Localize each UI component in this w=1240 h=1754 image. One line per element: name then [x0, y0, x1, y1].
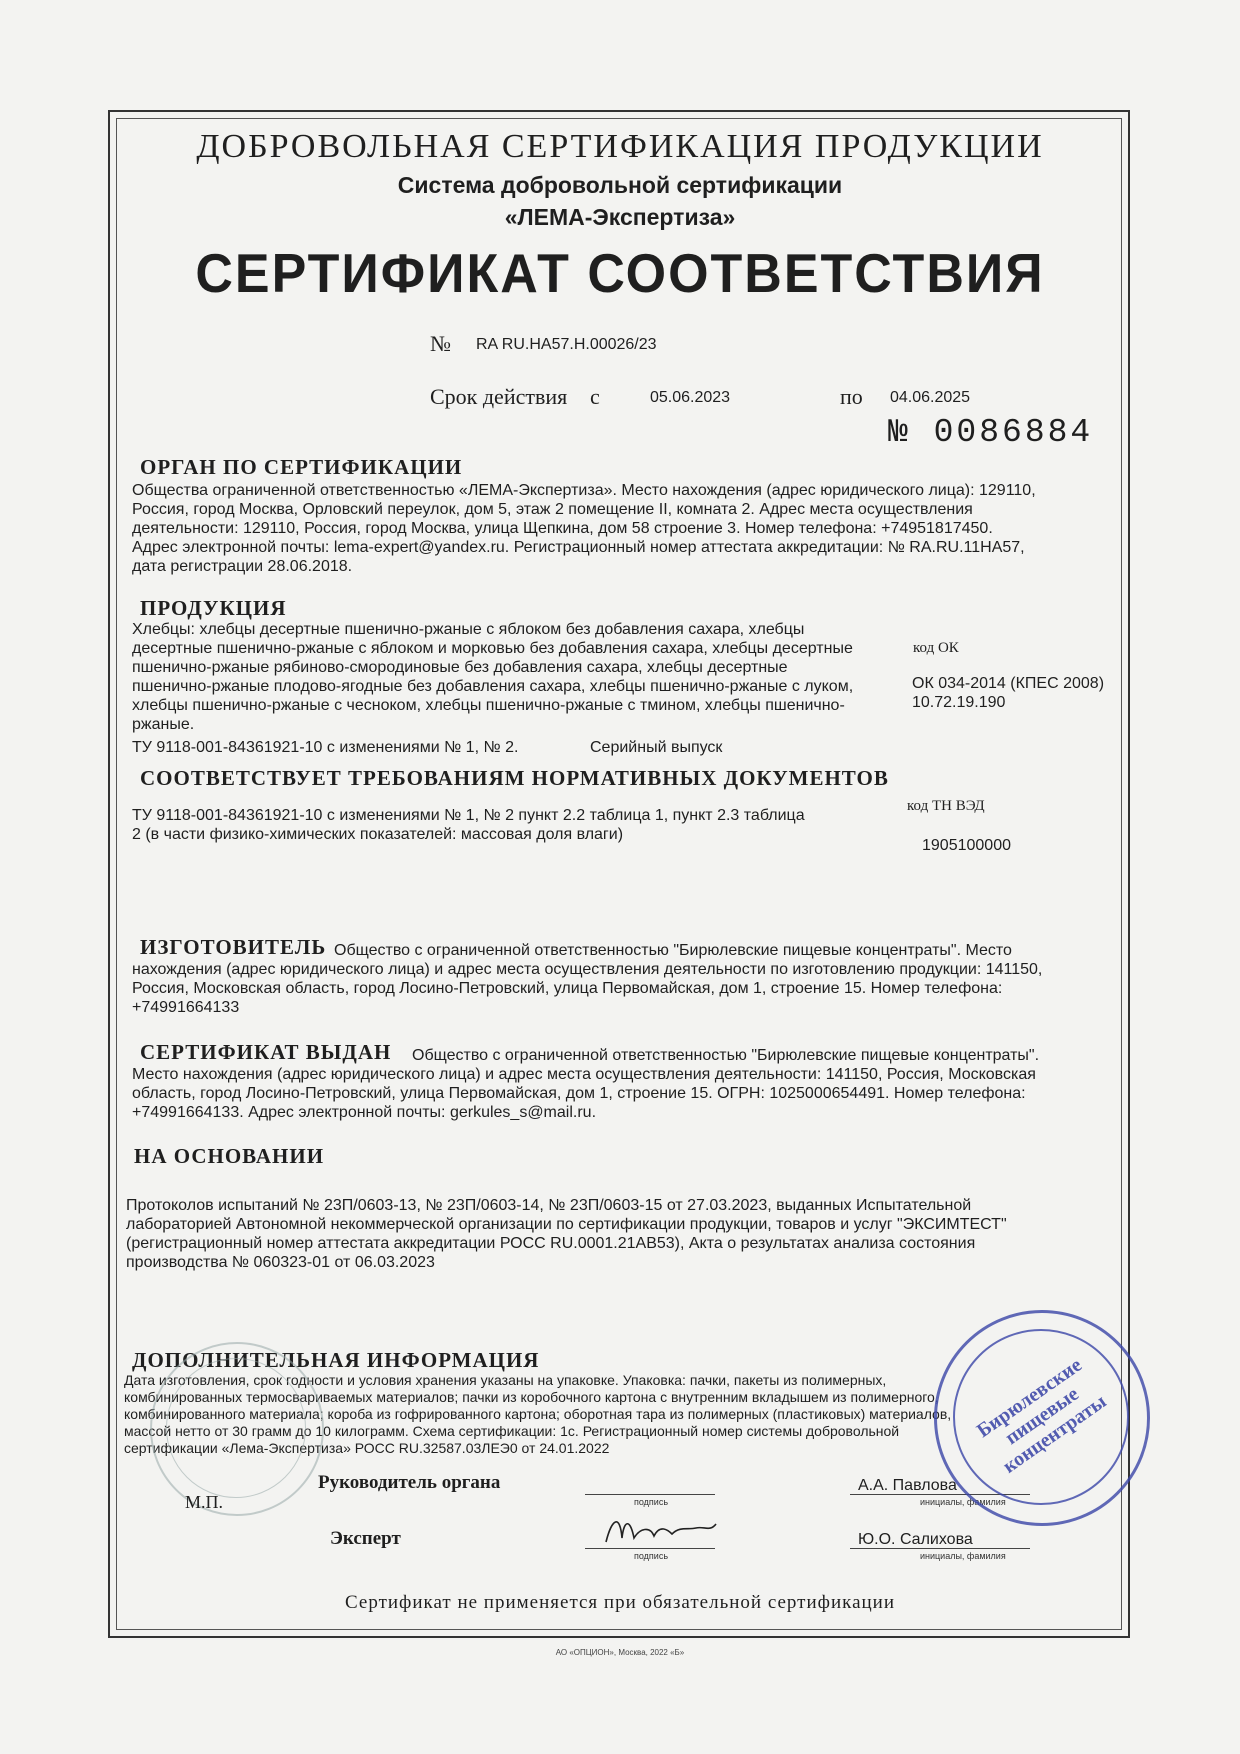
valid-to-date: 04.06.2025 [890, 389, 971, 406]
blank-number: № 0086884 [888, 414, 1094, 451]
manufacturer-text [132, 960, 1127, 1017]
conformity-line: ТУ 9118-001-84361921-10 с изменениями № 1, № 2 пункт 2.2 таблица 1, пункт 2.3 таблица [132, 807, 805, 824]
expert-signature [600, 1508, 720, 1552]
product-spec: ТУ 9118-001-84361921-10 с изменениями № 1, № 2. [132, 739, 519, 756]
product-batch: Серийный выпуск [590, 739, 723, 756]
issued-line: Место нахождения (адрес юридического лица) и адрес места осуществления деятельности: 141150, Россия, Московская [132, 1066, 1036, 1083]
manufacturer-line: +74991664133 [132, 999, 240, 1016]
org-line: Адрес электронной почты: lema-expert@yandex.ru. Регистрационный номер аттестата аккредитации: № RA.RU.11HA57, [132, 539, 1025, 556]
from-label: с [590, 384, 600, 409]
expert-signature-line [585, 1548, 715, 1549]
basis-line: Протоколов испытаний № 23П/0603-13, № 23П/0603-14, № 23П/0603-15 от 27.03.2023, выданных Испытательной [126, 1197, 972, 1214]
ok-code-label: код ОК [913, 640, 959, 656]
to-label: по [840, 384, 863, 409]
system-name: «ЛЕМА-Экспертиза» [504, 204, 736, 230]
org-text [132, 481, 1122, 576]
manufacturer-seal [934, 1310, 1150, 1526]
printer-imprint: АО «ОПЦИОН», Москва, 2022 «Б» [555, 1648, 685, 1657]
head-name: А.А. Павлова [858, 1477, 957, 1494]
org-line: Россия, город Москва, Орловский переулок, дом 5, этаж 2 помещение II, комната 2. Адрес места осуществления [132, 501, 973, 518]
footer-note: Сертификат не применяется при обязательной сертификации [344, 1592, 896, 1613]
product-heading: ПРОДУКЦИЯ [140, 596, 287, 620]
issued-line: область, город Лосино-Петровский, улица Первомайская, дом 1, строение 15. ОГРН: 1025000654491. Номер телефона: [132, 1085, 1026, 1102]
expert-name: Ю.О. Салихова [858, 1531, 973, 1548]
additional-line: комбинированного материала; короба из гофрированного картона; оборотная тара из полимерных (пластиковых) материалов, [124, 1406, 952, 1422]
product-line: пшенично-ржаные рябиново-смородиновые без добавления сахара, хлебцы десертные [132, 659, 788, 676]
org-line: Общества ограниченной ответственностью «ЛЕМА-Экспертиза». Место нахождения (адрес юридического лица): 129110, [132, 482, 1036, 499]
conformity-heading: СООТВЕТСТВУЕТ ТРЕБОВАНИЯМ НОРМАТИВНЫХ ДОКУМЕНТОВ [140, 766, 889, 790]
product-line: ржаные. [132, 716, 195, 733]
additional-line: массой нетто от 30 грамм до 10 килограмм. Схема сертификации: 1с. Регистрационный номер системы добровольной [124, 1423, 900, 1439]
conformity-line: 2 (в части физико-химических показателей: массовая доля влаги) [132, 826, 624, 843]
manufacturer-line: нахождения (адрес юридического лица) и адрес места осуществления деятельности по изготовлению продукции: 141150, [132, 961, 1043, 978]
tnved-code: 1905100000 [922, 837, 1011, 854]
certificate-title: СЕРТИФИКАТ СООТВЕТСТВИЯ [195, 243, 1045, 305]
validity-label: Срок действия [430, 384, 568, 409]
head-name-caption: инициалы, фамилия [920, 1497, 1006, 1507]
seal-center-text: Бирюлевские пищевые концентраты [972, 1353, 1111, 1478]
org-heading: ОРГАН ПО СЕРТИФИКАЦИИ [140, 455, 463, 479]
product-line: десертные пшенично-ржаные с яблоком и морковью без добавления сахара, хлебцы десертные [132, 640, 853, 657]
manufacturer-heading: ИЗГОТОВИТЕЛЬ [140, 935, 327, 959]
issued-first-line: Общество с ограниченной ответственностью "Бирюлевские пищевые концентраты". [412, 1047, 1040, 1064]
expert-name-caption: инициалы, фамилия [920, 1551, 1006, 1561]
expert-label: Эксперт [330, 1528, 401, 1549]
basis-heading: НА ОСНОВАНИИ [134, 1144, 325, 1168]
additional-line: комбинированных термосвариваемых материалов; пачки из коробочного картона с внутренним вкладышем из полимерного, [124, 1389, 939, 1405]
additional-line: Дата изготовления, срок годности и условия хранения указаны на упаковке. Упаковка: пачки, пакеты из полимерных, [124, 1372, 887, 1388]
product-line: пшенично-ржаные плодово-ягодные без добавления сахара, хлебцы пшенично-ржаные с луком, [132, 678, 854, 695]
ok-code-classifier: ОК 034-2014 (КПЕС 2008) [912, 675, 1105, 692]
issued-text [132, 1065, 1127, 1122]
expert-name-line [850, 1548, 1030, 1549]
product-line: хлебцы пшенично-ржаные с чесноком, хлебцы пшенично-ржаные с тмином, хлебцы пшенично- [132, 697, 845, 714]
valid-from-date: 05.06.2023 [650, 389, 731, 406]
basis-line: лабораторией Автономной некоммерческой организации по сертификации продукции, товаров и услуг "ЭКСИМТЕСТ" [126, 1216, 1007, 1233]
issued-heading: СЕРТИФИКАТ ВЫДАН [140, 1040, 392, 1064]
head-label: Руководитель органа [318, 1472, 501, 1493]
additional-heading: ДОПОЛНИТЕЛЬНАЯ ИНФОРМАЦИЯ [132, 1348, 540, 1372]
org-line: дата регистрации 28.06.2018. [132, 558, 353, 575]
basis-text [126, 1196, 1121, 1272]
additional-line: сертификации «Лема-Экспертиза» РОСС RU.32587.03ЛЕЭ0 от 24.01.2022 [124, 1440, 610, 1456]
org-line: деятельности: 129110, Россия, город Москва, улица Щепкина, дом 58 строение 3. Номер телефона: +74951817450. [132, 520, 993, 537]
number-label: № [430, 331, 451, 356]
system-line: Система добровольной сертификации [397, 172, 843, 198]
tnved-label: код ТН ВЭД [907, 798, 985, 814]
certificate-number: RA RU.HA57.H.00026/23 [476, 336, 657, 353]
ok-code-value: 10.72.19.190 [912, 694, 1006, 711]
manufacturer-line: Россия, Московская область, город Лосино-Петровский, улица Первомайская, дом 1, строение 15. Номер телефона: [132, 980, 1003, 997]
head-sign-caption: подпись [634, 1497, 669, 1507]
product-line: Хлебцы: хлебцы десертные пшенично-ржаные с яблоком без добавления сахара, хлебцы [132, 621, 805, 638]
certification-body-seal [150, 1342, 324, 1516]
basis-line: производства № 060323-01 от 06.03.2023 [126, 1254, 435, 1271]
system-top-title: ДОБРОВОЛЬНАЯ СЕРТИФИКАЦИЯ ПРОДУКЦИИ [196, 128, 1044, 165]
product-text [132, 620, 902, 734]
manufacturer-first-line: Общество с ограниченной ответственностью "Бирюлевские пищевые концентраты". Место [334, 942, 1012, 959]
conformity-text [132, 806, 892, 844]
basis-line: (регистрационный номер аттестата аккредитации РОСС RU.0001.21АВ53), Акта о результатах анализа состояния [126, 1235, 976, 1252]
expert-sign-caption: подпись [634, 1551, 669, 1561]
mp-label: М.П. [185, 1492, 224, 1512]
issued-line: +74991664133. Адрес электронной почты: gerkules_s@mail.ru. [132, 1104, 597, 1121]
head-signature-line [585, 1494, 715, 1495]
